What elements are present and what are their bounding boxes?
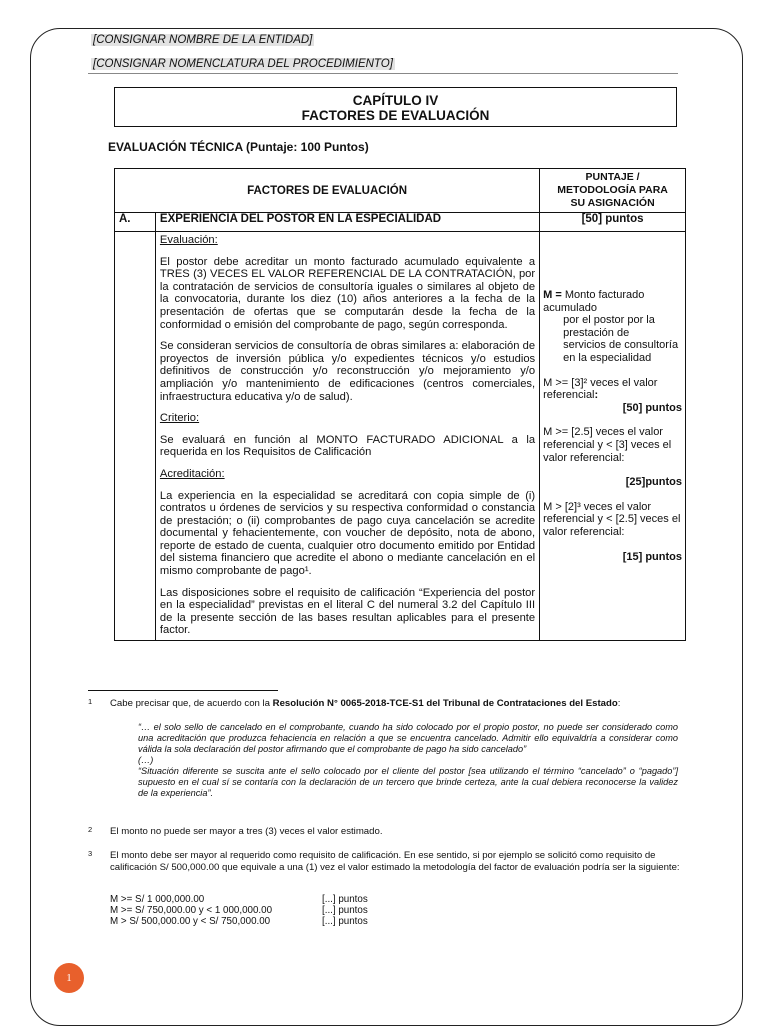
chapter-box	[114, 87, 677, 127]
entity-name-header: [CONSIGNAR NOMBRE DE LA ENTIDAD]	[93, 34, 313, 46]
table-row	[115, 213, 686, 232]
factors-column-header: FACTORES DE EVALUACIÓN	[115, 169, 540, 213]
criterion-3: M > [2]³ veces el valor referencial y < [2.5] veces el valor referencial:	[543, 500, 681, 538]
list-item: M > S/ 500,000.00 y < S/ 750,000.00 [...] puntos	[110, 916, 368, 927]
criterion-2-points: [25]puntos	[625, 476, 682, 489]
score-column-header: PUNTAJE / METODOLOGÍA PARA SU ASIGNACIÓN	[540, 169, 686, 213]
chapter-title: FACTORES DE EVALUACIÓN	[301, 108, 490, 123]
table-header-row	[115, 169, 686, 213]
disposiciones-paragraph: Las disposiciones sobre el requisito de calificación “Experiencia del postor en la especialidad” previstas en el literal C del numeral 3.2 del Capítulo III de la presente sección de las bases resultan aplicables para el presente factor.	[159, 586, 536, 637]
row-score: [50] puntos	[540, 213, 686, 232]
list-item: M >= S/ 750,000.00 y < 1 000,000.00 [...] puntos	[110, 905, 368, 916]
similar-services-paragraph: Se consideran servicios de consultoría de obras similares a: elaboración de proyectos de inversión pública y/o expedientes técnicos y/o estudios definitivos de construcción y/o reconstrucción y/o mejoramiento y/o ampliación y/o mantenimiento de edificaciones (centros comerciales, infraestructura educativa y/o de salud).	[159, 340, 536, 403]
evaluation-label: Evaluación:	[159, 234, 218, 246]
criterio-label: Criterio:	[159, 412, 200, 425]
criterion-2: M >= [2.5] veces el valor referencial y < [3] veces el valor referencial:	[543, 426, 672, 464]
row-letter: A.	[115, 213, 156, 232]
footnote-separator	[88, 690, 278, 691]
chapter-number: CAPÍTULO IV	[352, 93, 439, 108]
footnote-1: 1 Cabe precisar que, de acuerdo con la Resolución N° 0065-2018-TCE-S1 del Tribunal de Contrataciones del Estado:	[88, 697, 621, 709]
page-number-badge: 1	[54, 963, 84, 993]
acreditacion-label: Acreditación:	[159, 467, 225, 480]
factor-description	[155, 232, 539, 641]
evaluation-factors-table	[114, 168, 686, 641]
criterion-1-points: [50] puntos	[622, 401, 682, 414]
evaluation-paragraph: El postor debe acreditar un monto facturado acumulado equivalente a TRES (3) VECES EL VALOR REFERENCIAL DE LA CONTRATACIÓN, por la contratación de servicios de consultoría iguales o similares al objeto de la convocatoria, durante los diez (10) años anteriores a la fecha de la presentación de ofertas que se computarán desde la fecha de la conformidad o emisión del comprobante de pago, según corresponda.	[159, 255, 536, 331]
procedure-header: [CONSIGNAR NOMENCLATURA DEL PROCEDIMIENTO]	[93, 58, 393, 70]
acreditacion-paragraph: La experiencia en la especialidad se acreditará con copia simple de (i) contratos u órdenes de servicios y su respectiva conformidad o constancia de prestación; o (ii) comprobantes de pago cuya cancelación se acredite documental y fehacientemente, con voucher de depósito, nota de abono, reporte de estado de cuenta, cualquier otro documento emitido por Entidad del sistema financiero que acredite el abono o mediante cancelación en el mismo comprobante de pago¹.	[159, 489, 536, 578]
example-methodology	[110, 894, 368, 927]
header-divider	[88, 73, 678, 74]
criterio-paragraph: Se evaluará en función al MONTO FACTURADO ADICIONAL a la requerida en los Requisitos de Calificación	[159, 433, 536, 459]
m-definition: M = Monto facturado acumulado	[543, 289, 645, 314]
table-row	[115, 232, 686, 641]
criterion-3-points: [15] puntos	[622, 550, 682, 563]
footnote-2: 2 El monto no puede ser mayor a tres (3) veces el valor estimado.	[88, 825, 383, 837]
criterion-1: M >= [3]² veces el valor referencial:	[543, 376, 658, 402]
empty-cell	[115, 232, 156, 641]
list-item: M >= S/ 1 000,000.00 [...] puntos	[110, 894, 368, 905]
row-title: EXPERIENCIA DEL POSTOR EN LA ESPECIALIDAD	[155, 213, 539, 232]
footnote-3: 3 El monto debe ser mayor al requerido como requisito de calificación. En ese sentido, si por ejemplo se solicitó como requisito de calificación S/ 500,000.00 que equivale a una (1) vez el valor estimado la metodología del factor de evaluación podría ser la siguiente:	[88, 849, 680, 873]
evaluation-title: EVALUACIÓN TÉCNICA (Puntaje: 100 Puntos)	[108, 140, 369, 154]
footnote-1-quote: “… el solo sello de cancelado en el comprobante, cuando ha sido colocado por el propio postor, no puede ser considerado como una acreditación que produzca fehaciencia en relación a que se encuentra cancelado. Admitir ello equivaldría a considerar como válida la sola declaración del postor afirmando que el comprobante de pago ha sido cancelado” (…) “Situación diferente se suscita ante el sello colocado por el cliente del postor [sea utilizando el término “cancelado” o “pagado”] supuesto en el cual sí se contaría con la declaración de un tercero que brinde certeza, ante la cual debiera reconocerse la validez de la experiencia”.	[138, 722, 678, 798]
scoring-methodology: M = Monto facturado acumulado por el postor por la prestación de servicios de consultoría en la especialidad M >= [3]² veces el valor referencial: [50] puntos M >= [2.5] veces el valor referencial y < [3] veces el valor referencial: [25]puntos M > [2]³ veces el valor referencial y < [2.5] veces el valor referencial: [15] puntos	[540, 232, 686, 641]
